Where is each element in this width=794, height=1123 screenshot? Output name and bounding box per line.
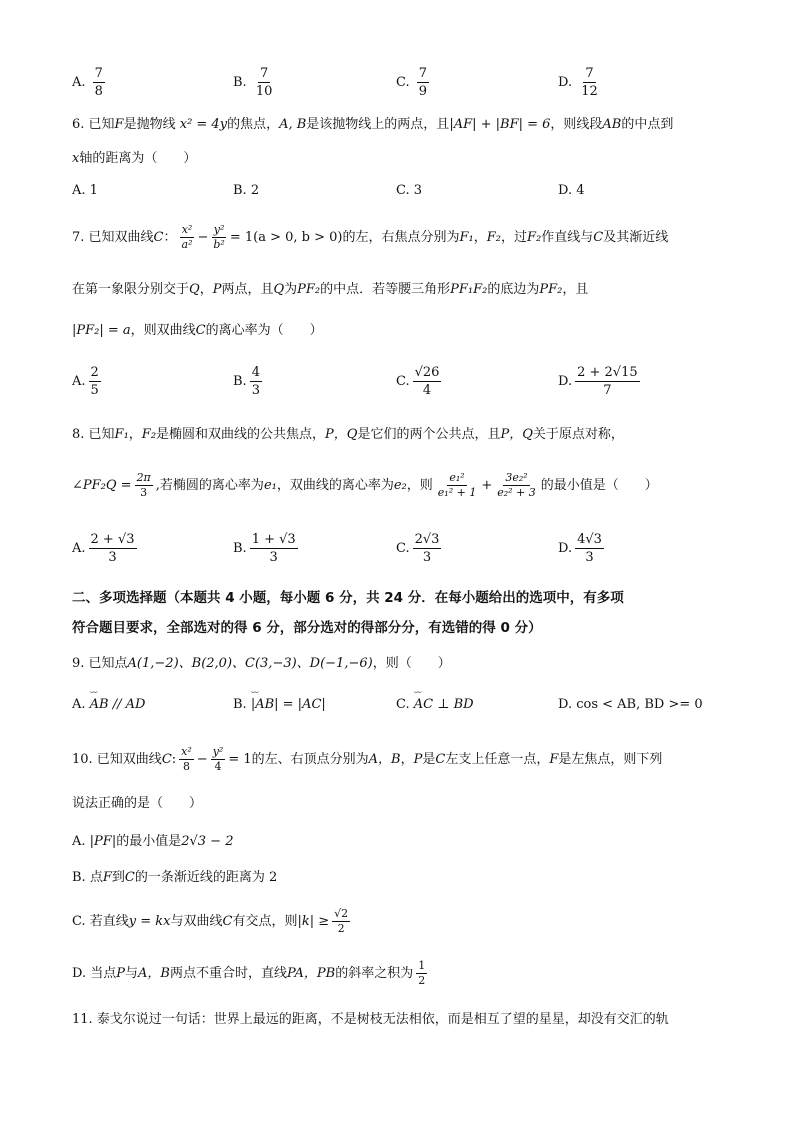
q6-option-d: D. 4 (558, 183, 585, 198)
q7-line1: 7. 已知双曲线C： $\frac{\text{x²}}{\text{a²}}$ − $\frac{\text{y²}}{\text{b²}}$ = 1(a > 0, b > 0)的左，右焦点分别为F₁，F₂，过F₂作直线与C及其渐近线 (72, 223, 669, 251)
section2-heading-line1: 二、多项选择题（本题共 4 小题，每小题 6 分，共 24 分．在每小题给出的选项中，有多项 (72, 590, 624, 606)
fraction: $\frac{2}{5}$ (90, 365, 99, 398)
fraction: $\frac{4}{3}$ (251, 365, 260, 398)
q10-option-c: C. 若直线y = kx与双曲线C有交点，则|k| ≥ $\frac{√2}{2}$ (72, 907, 349, 935)
q8-line2: ∠PF₂Q = $\frac{2\pi}{3}$ ,若椭圆的离心率为e₁，双曲线的离心率为e₂，则 $\frac{\text{e₁²}}{\text{e₁² + 1}}$ + $\frac{\text{3e₂²}}{\text{e₂² + 3}}$ 的最小值是（ ） (72, 471, 658, 499)
q9-option-a: A. ⌣⌣ AB // AD (72, 697, 145, 712)
fraction: $\frac{\text{x²}}{\text{a²}}$ (181, 223, 193, 251)
fraction: $\frac{2 + √3}{3}$ (90, 532, 135, 565)
fraction: $\frac{1 + √3}{3}$ (251, 532, 296, 565)
q6-line1: 6. 已知F是抛物线 x² = 4y的焦点，A, B是该抛物线上的两点，且|AF| + |BF| = 6，则线段AB的中点到 (72, 117, 674, 132)
fraction: $\frac{2\pi}{3}$ (136, 471, 151, 499)
q10-line1: 10. 已知双曲线C: $\frac{\text{x²}}{8}$ − $\frac{\text{y²}}{4}$ = 1的左、右顶点分别为A，B，P是C左支上任意一点，F是左焦点，则下列 (72, 745, 663, 773)
fraction: $\frac{7}{12}$ (581, 66, 598, 99)
fraction: $\frac{2√3}{3}$ (414, 532, 440, 565)
q9-line1: 9. 已知点A(1,−2)、B(2,0)、C(3,−3)、D(−1,−6)，则（ ） (72, 656, 451, 671)
fraction: $\frac{\text{y²}}{\text{b²}}$ (213, 223, 225, 251)
q7-line2: 在第一象限分别交于Q，P两点，且Q为PF₂的中点．若等腰三角形PF₁F₂的底边为PF₂，且 (72, 282, 589, 297)
q9-option-b: B. ⌣⌣ |AB| = |AC| (233, 697, 326, 712)
fraction: $\frac{7}{8}$ (94, 66, 103, 99)
fraction: $\frac{\text{x²}}{8}$ (181, 745, 192, 773)
section2-heading-line2: 符合题目要求，全部选对的得 6 分，部分选对的得部分分，有选错的得 0 分） (72, 620, 542, 636)
q10-line2: 说法正确的是（ ） (72, 796, 203, 811)
fraction: $\frac{2 + 2√15}{7}$ (577, 365, 638, 398)
q5-option-b: B. $\frac{7}{10}$ (233, 66, 273, 99)
q7-option-b: B. $\frac{4}{3}$ (233, 365, 260, 398)
q9-option-d: D. cos < AB, BD >= 0 (558, 697, 703, 712)
q10-option-b: B. 点F到C的一条渐近线的距离为 2 (72, 870, 278, 885)
fraction: $\frac{\text{3e₂²}}{\text{e₂² + 3}}$ (497, 471, 536, 499)
q8-option-c: C. $\frac{2√3}{3}$ (396, 532, 440, 565)
fraction: $\frac{4√3}{3}$ (577, 532, 602, 565)
q6-option-c: C. 3 (396, 183, 423, 198)
fraction: $\frac{7}{10}$ (255, 66, 273, 99)
q6-option-b: B. 2 (233, 183, 260, 198)
fraction: $\frac{√2}{2}$ (334, 907, 349, 935)
q8-option-a: A. $\frac{2 + √3}{3}$ (72, 532, 135, 565)
q7-option-d: D. $\frac{2 + 2√15}{7}$ (558, 365, 638, 398)
q10-option-d: D. 当点P与A，B两点不重合时，直线PA，PB的斜率之积为 $\frac{1}{2}$ (72, 959, 426, 987)
q6-line2: x轴的距离为（ ） (72, 151, 197, 166)
q7-option-c: C. $\frac{√26}{4}$ (396, 365, 440, 398)
q8-line1: 8. 已知F₁，F₂是椭圆和双曲线的公共焦点，P，Q是它们的两个公共点，且P，Q关于原点对称， (72, 427, 624, 442)
q8-option-b: B. $\frac{1 + √3}{3}$ (233, 532, 296, 565)
q9-option-c: C. ⌣⌣ AC ⊥ BD (396, 697, 474, 712)
q8-option-d: D. $\frac{4√3}{3}$ (558, 532, 602, 565)
fraction: $\frac{\text{e₁²}}{\text{e₁² + 1}}$ (437, 471, 477, 499)
fraction: $\frac{1}{2}$ (418, 959, 426, 987)
q7-line3: |PF₂| = a，则双曲线C的离心率为（ ） (72, 323, 323, 338)
q5-option-c: C. $\frac{7}{9}$ (396, 66, 428, 99)
q5-option-a: A. $\frac{7}{8}$ (72, 66, 103, 99)
q5-option-d: D. $\frac{7}{12}$ (558, 66, 598, 99)
q11-line1: 11. 泰戈尔说过一句话：世界上最远的距离，不是树枝无法相依，而是相互了望的星星，却没有交汇的轨 (72, 1012, 669, 1027)
q7-option-a: A. $\frac{2}{5}$ (72, 365, 99, 398)
q10-option-a: A. |PF|的最小值是2√3 − 2 (72, 834, 234, 849)
fraction: $\frac{\text{y²}}{4}$ (212, 745, 224, 773)
fraction: $\frac{√26}{4}$ (414, 365, 440, 398)
fraction: $\frac{7}{9}$ (418, 66, 428, 99)
q6-option-a: A. 1 (72, 183, 98, 198)
